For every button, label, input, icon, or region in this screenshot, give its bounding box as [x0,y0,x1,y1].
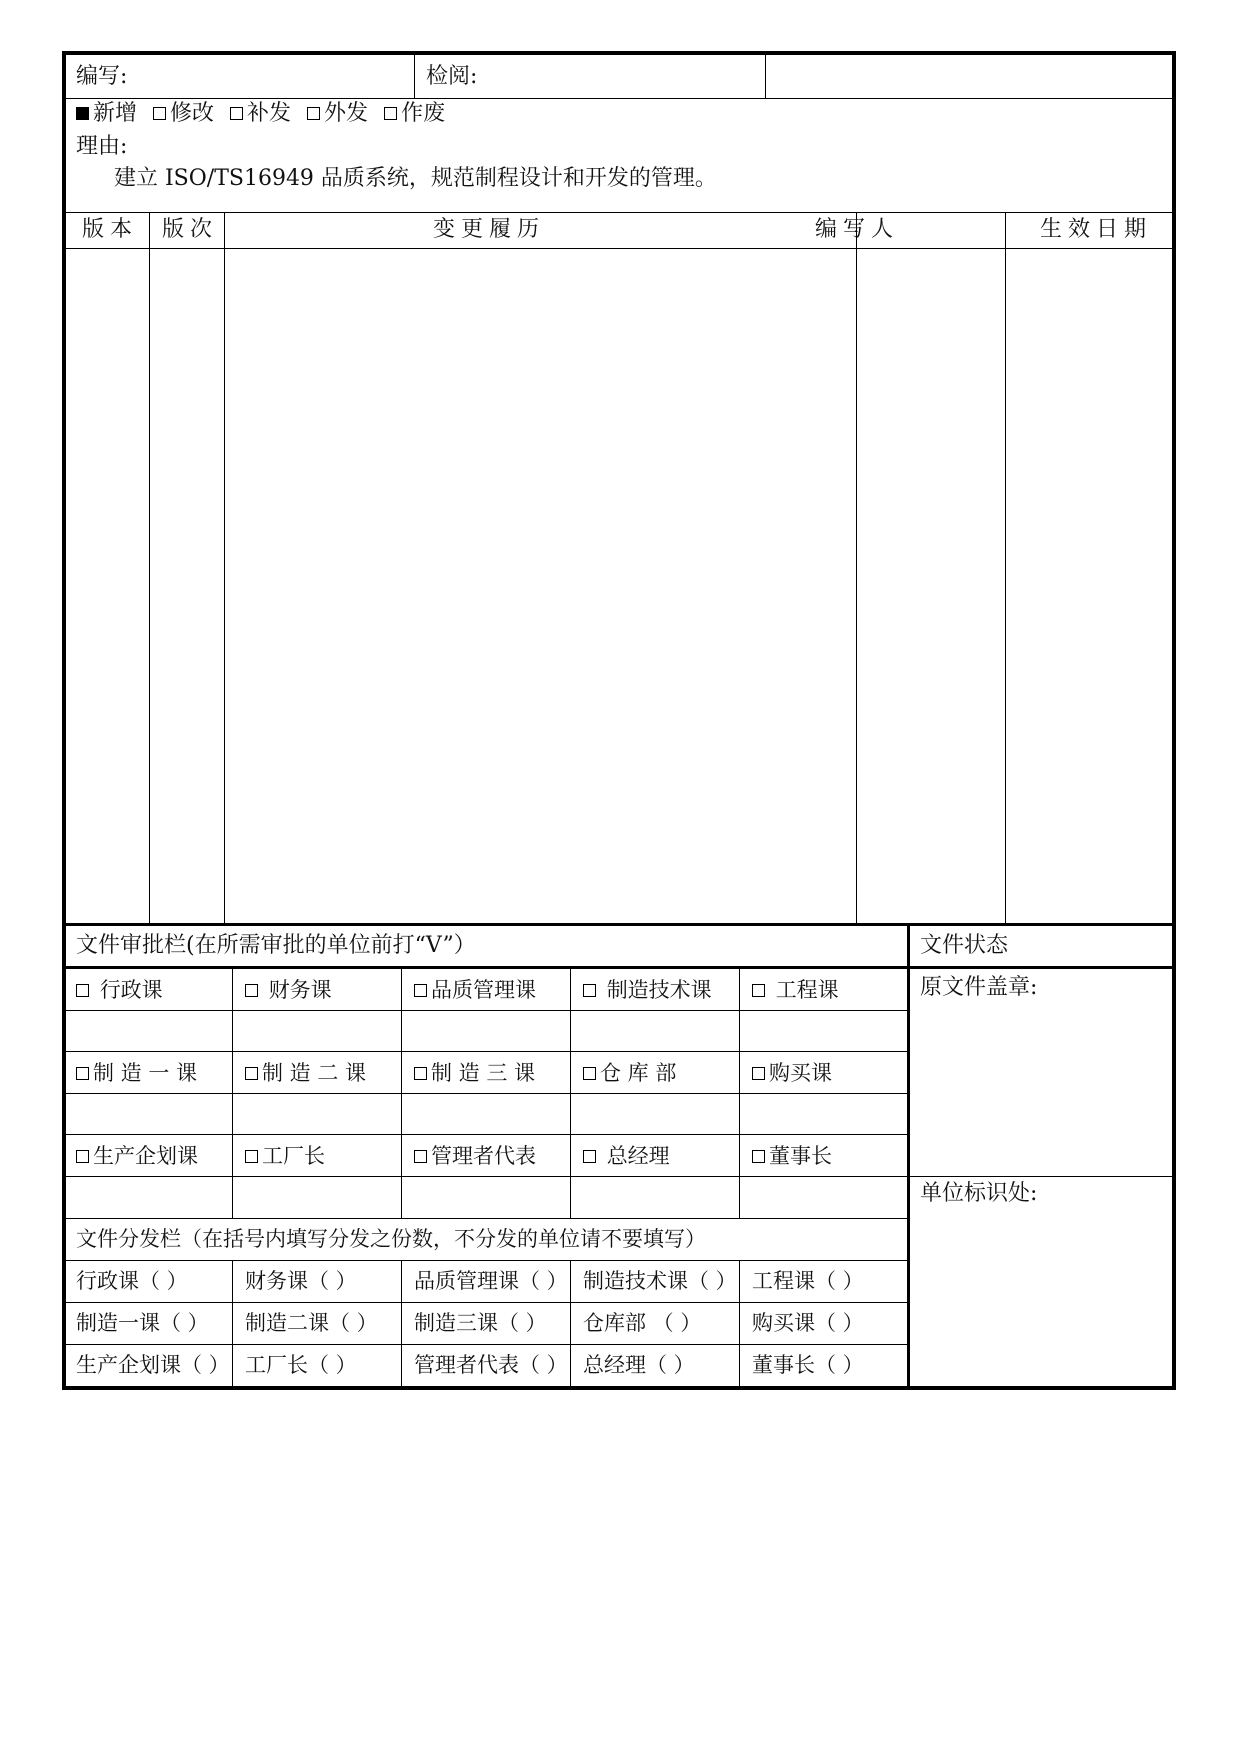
distribution-col-line [232,1260,233,1386]
checkbox[interactable] [414,1067,427,1080]
distribution-item[interactable]: 行政课（ ） [76,1269,188,1293]
distribution-col-line [739,1260,740,1386]
col-version: 版本 [82,217,139,242]
approval-item[interactable]: 财务课 [245,976,332,1004]
checkbox-void[interactable] [384,107,397,120]
checkbox[interactable] [76,984,89,997]
col-revision: 版次 [162,217,219,242]
distribution-item[interactable]: 工程课（ ） [752,1269,864,1293]
approval-item[interactable]: 管理者代表 [414,1142,536,1170]
reason-label: 理由: [76,134,128,159]
distribution-item[interactable]: 工厂长（ ） [245,1353,357,1377]
reason-text: 建立 ISO/TS16949 品质系统，规范制程设计和开发的管理。 [114,166,717,191]
option-modify[interactable]: 修改 [153,100,214,128]
distribution-item[interactable]: 制造一课（ ） [76,1311,209,1335]
distribution-item[interactable]: 制造二课（ ） [245,1311,378,1335]
distribution-item[interactable]: 财务课（ ） [245,1269,357,1293]
option-external[interactable]: 外发 [307,100,368,128]
distribution-item[interactable]: 制造三课（ ） [414,1311,547,1335]
checkbox[interactable] [752,1067,765,1080]
distribution-rule [64,1260,907,1261]
checkbox-new[interactable] [76,107,89,120]
approval-item[interactable]: 工厂长 [245,1142,325,1170]
checkbox-external[interactable] [307,107,320,120]
approval-item[interactable]: 制 造 一 课 [76,1059,197,1087]
approval-col-line [739,966,740,1218]
option-new[interactable]: 新增 [76,100,137,128]
header-divider-2 [765,54,766,98]
history-col-line-3 [856,212,857,924]
approval-title-rule [64,966,1173,969]
checkbox[interactable] [245,1067,258,1080]
approval-rule [64,1093,907,1094]
approval-rule [64,1010,907,1011]
approval-item[interactable]: 仓 库 部 [583,1059,676,1087]
approval-item[interactable]: 总经理 [583,1142,670,1170]
distribution-item[interactable]: 品质管理课（ ） [414,1269,568,1293]
approval-item[interactable]: 董事长 [752,1142,832,1170]
distribution-rule [64,1302,907,1303]
col-change-history: 变更履历 [433,217,546,242]
checkbox[interactable] [245,1150,258,1163]
header-rule [64,98,1173,99]
approval-item[interactable]: 工程课 [752,976,839,1004]
status-mid-rule [909,1176,1173,1177]
distribution-item[interactable]: 总经理（ ） [583,1353,695,1377]
approval-col-line [570,966,571,1218]
distribution-item[interactable]: 管理者代表（ ） [414,1353,568,1377]
approval-col-line [232,966,233,1218]
approval-rule [64,1134,907,1135]
checkbox[interactable] [752,1150,765,1163]
history-col-line-1 [149,212,150,924]
author-label: 编写: [76,64,128,89]
distribution-item[interactable]: 生产企划课（ ） [76,1353,230,1377]
checkbox-modify[interactable] [153,107,166,120]
distribution-item[interactable]: 购买课（ ） [752,1311,864,1335]
checkbox[interactable] [583,1067,596,1080]
distribution-title-rule [64,1218,907,1219]
approval-item[interactable]: 行政课 [76,976,163,1004]
checkbox[interactable] [76,1150,89,1163]
distribution-col-line [570,1260,571,1386]
checkbox[interactable] [414,1150,427,1163]
history-header-rule [64,248,1173,249]
reviewer-label: 检阅: [426,64,478,89]
checkbox[interactable] [583,984,596,997]
history-col-line-4 [1005,212,1006,924]
checkbox[interactable] [76,1067,89,1080]
change-type-options [76,100,461,128]
status-title: 文件状态 [920,933,1009,958]
approval-item[interactable]: 制 造 二 课 [245,1059,366,1087]
distribution-title: 文件分发栏（在括号内填写分发之份数，不分发的单位请不要填写） [76,1227,706,1251]
checkbox-reissue[interactable] [230,107,243,120]
approval-item[interactable]: 购买课 [752,1059,832,1087]
distribution-item[interactable]: 制造技术课（ ） [583,1269,737,1293]
approval-item[interactable]: 制造技术课 [583,976,712,1004]
checkbox[interactable] [414,984,427,997]
col-effective-date: 生效日期 [1040,217,1153,242]
approval-item[interactable]: 品质管理课 [414,976,536,1004]
approval-rule [64,1176,907,1177]
option-reissue[interactable]: 补发 [230,100,291,128]
approval-top-rule [64,923,1173,926]
distribution-item[interactable]: 董事长（ ） [752,1353,864,1377]
status-divider [907,923,910,1386]
checkbox[interactable] [752,984,765,997]
approval-item[interactable]: 制 造 三 课 [414,1059,535,1087]
approval-col-line [401,966,402,1218]
distribution-rule [64,1344,907,1345]
approval-rule [64,1051,907,1052]
history-top-rule [64,212,1173,213]
header-divider-1 [414,54,415,98]
distribution-item[interactable]: 仓库部 （ ） [583,1311,702,1335]
original-seal-label: 原文件盖章: [920,975,1038,1000]
history-col-line-2 [224,212,225,924]
approval-item[interactable]: 生产企划课 [76,1142,198,1170]
option-void[interactable]: 作废 [384,100,445,128]
checkbox[interactable] [583,1150,596,1163]
approval-title: 文件审批栏(在所需审批的单位前打“V”） [76,933,476,958]
unit-mark-label: 单位标识处: [920,1181,1038,1206]
distribution-col-line [401,1260,402,1386]
col-author: 编写人 [815,217,900,242]
checkbox[interactable] [245,984,258,997]
